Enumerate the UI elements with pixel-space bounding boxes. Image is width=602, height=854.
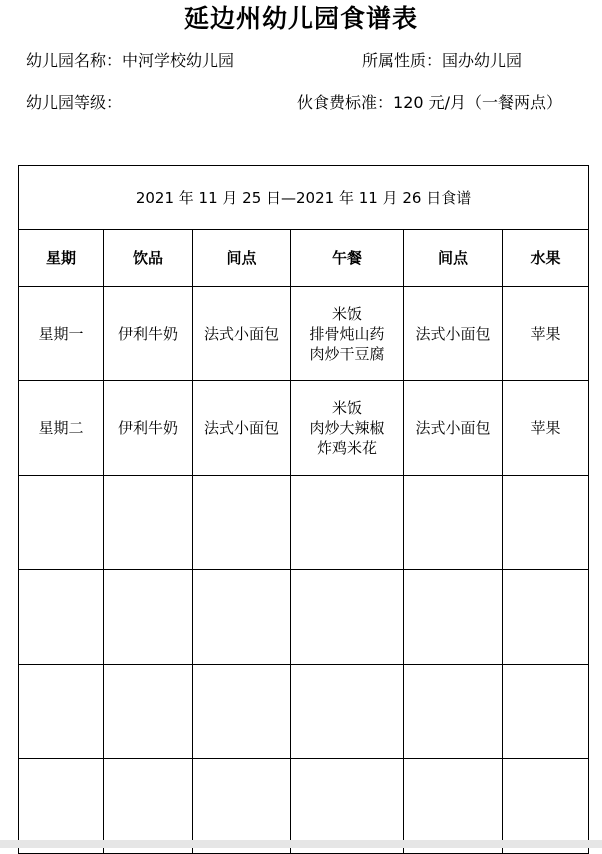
weekday-cell: 星期二 [19,381,104,476]
weekday-cell: 星期一 [19,287,104,381]
meal-fee-label: 伙食费标准： [297,93,394,112]
lunch-item: 米饭 [331,304,362,323]
empty-row [19,570,589,665]
drink-cell: 伊利牛奶 [104,287,193,381]
empty-row [19,665,589,759]
snack-cell: 法式小面包 [193,287,291,381]
meal-fee-value: 120 元/月（一餐两点） [393,93,563,112]
kindergarten-nature-value: 国办幼儿园 [442,51,523,70]
table-row [19,287,589,381]
header-snack-1: 间点 [193,230,291,287]
header-lunch: 午餐 [291,230,404,287]
kindergarten-level [26,92,122,114]
empty-row [19,476,589,570]
date-row [19,166,589,230]
page-bottom-edge [0,840,602,848]
header-snack-2: 间点 [404,230,503,287]
lunch-item: 炸鸡米花 [316,439,377,457]
drink-cell: 伊利牛奶 [104,381,193,476]
snack-cell: 法式小面包 [404,381,503,476]
lunch-item: 米饭 [331,399,362,417]
header-fruit: 水果 [503,230,589,287]
snack-cell: 法式小面包 [404,287,503,381]
date-range: 2021 年 11 月 25 日—2021 年 11 月 26 日食谱 [19,166,589,230]
kindergarten-name [26,50,234,72]
lunch-cell [291,287,404,381]
kindergarten-level-label: 幼儿园等级： [26,93,123,112]
header-weekday: 星期 [19,230,104,287]
meal-fee-standard [297,92,562,114]
kindergarten-nature-label: 所属性质： [362,51,443,70]
lunch-item: 排骨炖山药 [309,324,385,343]
kindergarten-name-value: 中河学校幼儿园 [122,51,235,70]
snack-cell: 法式小面包 [193,381,291,476]
kindergarten-nature [362,50,522,72]
fruit-cell: 苹果 [503,287,589,381]
page-title: 延边州幼儿园食谱表 [183,4,418,33]
fruit-cell: 苹果 [503,381,589,476]
lunch-item: 肉炒大辣椒 [309,419,385,437]
table-row [19,381,589,476]
header-row [19,230,589,287]
lunch-item: 肉炒干豆腐 [309,344,385,363]
header-drink: 饮品 [104,230,193,287]
kindergarten-name-label: 幼儿园名称： [26,51,123,70]
menu-table [18,165,589,854]
lunch-cell [291,381,404,476]
